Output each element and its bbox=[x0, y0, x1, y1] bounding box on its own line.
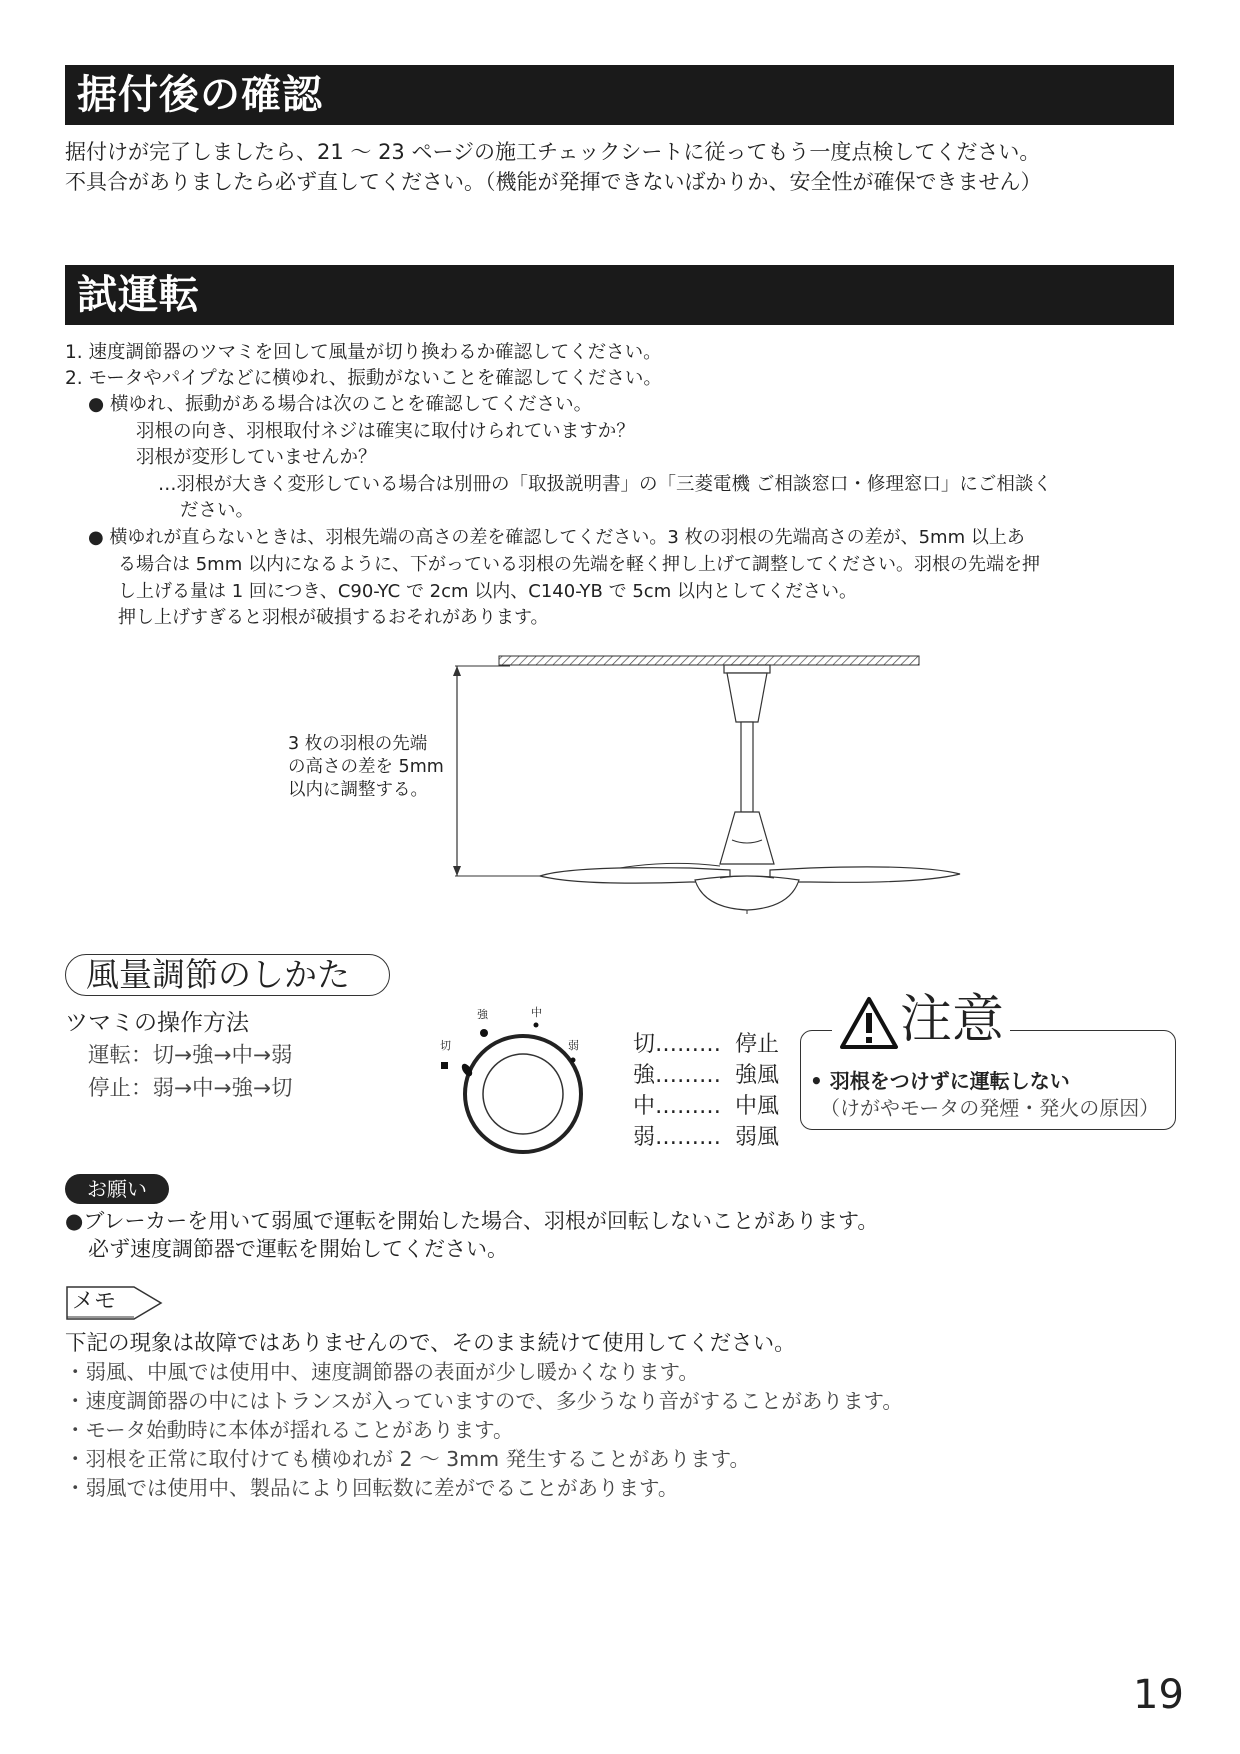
paragraph-line: 不具合がありましたら必ず直してください。（機能が発揮できないばかりか、安全性が確保できません） bbox=[65, 170, 1042, 194]
step-2: 2. モータやパイプなどに横ゆれ、振動がないことを確認してください。 bbox=[65, 368, 662, 389]
bullet-line: る場合は 5mm 以内になるように、下がっている羽根の先端を軽く押し上げて調整してください。羽根の先端を押 bbox=[118, 554, 1040, 575]
legend-value: 中風 bbox=[735, 1094, 780, 1119]
speed-legend-row bbox=[633, 1092, 779, 1122]
legend-dots: ……… bbox=[655, 1125, 722, 1150]
section-heading-bar bbox=[65, 65, 1174, 125]
bullet-line: …羽根が大きく変形している場合は別冊の「取扱説明書」の「三菱電機 ご相談窓口・修理窓口」にご相談く bbox=[158, 474, 1052, 495]
memo-item: ・速度調節器の中にはトランスが入っていますので、多少うなり音がすることがあります。 bbox=[65, 1389, 903, 1413]
bullet-line: 羽根の向き、羽根取付ネジは確実に取付けられていますか？ bbox=[136, 421, 635, 442]
step-1: 1. 速度調節器のツマミを回して風量が切り換わるか確認してください。 bbox=[65, 342, 662, 363]
bullet-title: ● 横ゆれ、振動がある場合は次のことを確認してください。 bbox=[88, 394, 593, 415]
request-badge bbox=[65, 1174, 169, 1204]
stop-sequence: 停止：弱→中→強→切 bbox=[88, 1076, 293, 1101]
paragraph-line: 据付けが完了しましたら、21 ～ 23 ページの施工チェックシートに従ってもう一度点検してください。 bbox=[65, 140, 1041, 164]
legend-dots: ……… bbox=[655, 1032, 722, 1057]
ceiling-fan-diagram bbox=[440, 650, 1000, 930]
caution-heading bbox=[832, 988, 1010, 1052]
request-line: 必ず速度調節器で運転を開始してください。 bbox=[88, 1237, 508, 1261]
speed-legend-row bbox=[633, 1061, 779, 1091]
legend-dots: ……… bbox=[655, 1094, 722, 1119]
dial-label-medium: 中 bbox=[531, 1006, 542, 1019]
section-heading-bar bbox=[65, 265, 1174, 325]
warning-triangle-icon bbox=[838, 995, 900, 1051]
dial-label-strong: 強 bbox=[477, 1008, 488, 1021]
dial-label-weak: 弱 bbox=[568, 1039, 579, 1052]
speed-legend-row bbox=[633, 1123, 779, 1153]
legend-value: 強風 bbox=[735, 1063, 780, 1088]
caution-title-text: 注意 bbox=[900, 990, 1005, 1050]
request-line: ●ブレーカーを用いて弱風で運転を開始した場合、羽根が回転しないことがあります。 bbox=[65, 1209, 879, 1233]
bullet-line: 羽根が変形していませんか？ bbox=[136, 447, 377, 468]
speed-dial-knob bbox=[430, 1000, 600, 1160]
legend-value: 弱風 bbox=[735, 1125, 780, 1150]
legend-key: 弱 bbox=[633, 1125, 656, 1150]
legend-dots: ……… bbox=[655, 1063, 722, 1088]
run-sequence: 運転：切→強→中→弱 bbox=[88, 1043, 293, 1068]
legend-key: 強 bbox=[633, 1063, 656, 1088]
legend-value: 停止 bbox=[735, 1032, 780, 1057]
bullet-line: 押し上げすぎると羽根が破損するおそれがあります。 bbox=[118, 607, 549, 628]
diagram-label-line: 3 枚の羽根の先端 bbox=[288, 734, 428, 754]
dial-label-off: 切 bbox=[440, 1039, 451, 1052]
diagram-label-line: 以内に調整する。 bbox=[288, 780, 428, 800]
legend-key: 切 bbox=[633, 1032, 656, 1057]
caution-line: （けがやモータの発煙・発火の原因） bbox=[820, 1096, 1160, 1120]
speed-legend-row bbox=[633, 1030, 779, 1060]
request-label: お願い bbox=[87, 1177, 147, 1201]
memo-item: ・弱風では使用中、製品により回転数に差がでることがあります。 bbox=[65, 1476, 679, 1500]
memo-item: ・弱風、中風では使用中、速度調節器の表面が少し暖かくなります。 bbox=[65, 1360, 699, 1384]
bullet-line: ださい。 bbox=[180, 500, 255, 521]
diagram-label-line: の高さの差を 5mm bbox=[288, 757, 444, 777]
memo-intro: 下記の現象は故障ではありませんので、そのまま続けて使用してください。 bbox=[65, 1331, 796, 1356]
section-heading-test-run: 試運転 bbox=[77, 272, 200, 318]
caution-line: • 羽根をつけずに運転しない bbox=[810, 1069, 1070, 1093]
airflow-heading-pill bbox=[65, 954, 390, 996]
section-heading-post-install-check: 据付後の確認 bbox=[77, 72, 323, 118]
knob-operation-subtitle: ツマミの操作方法 bbox=[65, 1010, 249, 1036]
memo-item: ・羽根を正常に取付けても横ゆれが 2 ～ 3mm 発生することがあります。 bbox=[65, 1447, 750, 1471]
legend-key: 中 bbox=[633, 1094, 656, 1119]
memo-item: ・モータ始動時に本体が揺れることがあります。 bbox=[65, 1418, 514, 1442]
bullet-line: ● 横ゆれが直らないときは、羽根先端の高さの差を確認してください。3 枚の羽根の先端高さの差が、5mm 以上あ bbox=[88, 527, 1025, 548]
bullet-line: し上げる量は 1 回につき、C90-YC で 2cm 以内、C140-YB で 5cm 以内としてください。 bbox=[118, 581, 857, 602]
page-number: 19 bbox=[1133, 1672, 1184, 1718]
memo-label: メモ bbox=[72, 1289, 117, 1314]
airflow-heading: 風量調節のしかた bbox=[86, 955, 350, 994]
